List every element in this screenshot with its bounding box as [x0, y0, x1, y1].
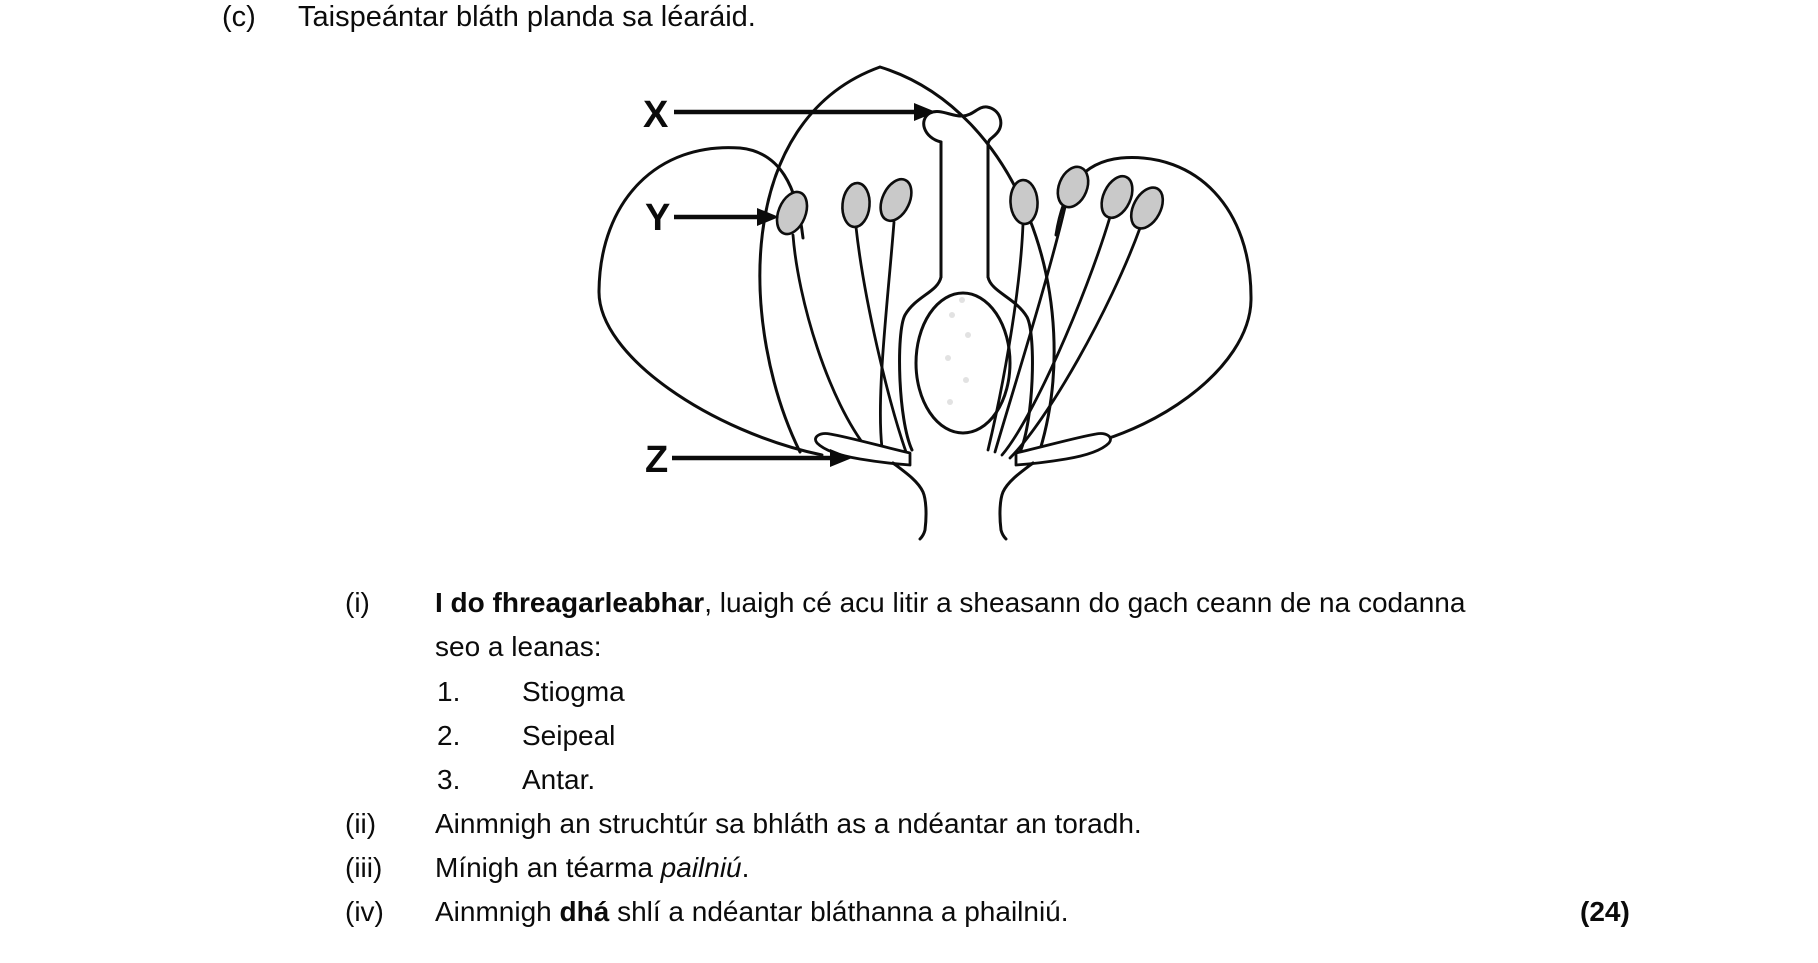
section-title: Taispeántar bláth planda sa léaráid.: [298, 1, 756, 33]
question-i-line2-text: seo a leanas:: [435, 631, 602, 662]
question-i-rest: , luaigh cé acu litir a sheasann do gach ceann de na codanna: [704, 587, 1466, 618]
item-2-number: 2.: [437, 720, 461, 751]
anther-1: [771, 188, 813, 239]
stigma: [924, 107, 1001, 144]
ovary-wall-left: [900, 277, 941, 450]
stem-left-wall: [893, 463, 926, 539]
question-iii-after: .: [741, 852, 750, 883]
sepal-left: [815, 434, 910, 465]
question-iii-term: pailniú: [660, 852, 742, 883]
question-i-bold-intro: I do fhreagarleabhar: [435, 587, 705, 618]
question-iv-before: Ainmnigh: [435, 896, 560, 927]
anther-2: [841, 182, 872, 228]
ovary: [916, 293, 1010, 433]
ovule-speckle: [949, 312, 955, 318]
question-iv-after: shlí a ndéantar bláthanna a phailniú.: [609, 896, 1069, 927]
diagram-label-y: Y: [645, 197, 671, 239]
sepal-right: [1016, 434, 1111, 465]
petal-center: [760, 67, 1054, 452]
diagram-label-x: X: [643, 94, 669, 136]
filament-1: [793, 235, 868, 450]
question-iv-text: [435, 896, 1069, 928]
question-i-text: [435, 587, 1465, 619]
ovule-speckle: [945, 355, 951, 361]
stem-right-wall: [1000, 463, 1033, 539]
question-ii-text: Ainmnigh an struchtúr sa bhláth as a ndéantar an toradh.: [435, 808, 1142, 839]
diagram-label-z: Z: [645, 439, 669, 481]
petal-left: [599, 148, 822, 455]
item-1-number: 1.: [437, 676, 461, 707]
marks-badge: (24): [1580, 896, 1630, 927]
item-1-label: Stiogma: [522, 676, 625, 707]
anther-4: [1009, 179, 1038, 224]
item-3-label: Antar.: [522, 764, 596, 795]
question-iv-marker: (iv): [345, 896, 384, 927]
section-label: (c): [222, 1, 256, 33]
ovule-speckle: [965, 332, 971, 338]
question-ii-marker: (ii): [345, 808, 377, 839]
question-iii-before: Mínigh an téarma: [435, 852, 661, 883]
ovule-speckle: [947, 399, 953, 405]
question-i-marker: (i): [345, 587, 370, 618]
item-3-number: 3.: [437, 764, 461, 795]
question-iii-marker: (iii): [345, 852, 383, 883]
y-arrowhead: [757, 208, 779, 226]
filament-6: [1002, 217, 1110, 455]
anther-3: [874, 174, 917, 225]
question-iii-text: [435, 852, 749, 884]
question-iv-bold-word: dhá: [559, 896, 610, 927]
filament-7: [1010, 228, 1140, 458]
filament-3: [880, 222, 894, 448]
item-2-label: Seipeal: [522, 720, 616, 751]
ovule-speckle: [963, 377, 969, 383]
flower-diagram: [540, 50, 1270, 545]
ovule-speckle: [959, 297, 965, 303]
